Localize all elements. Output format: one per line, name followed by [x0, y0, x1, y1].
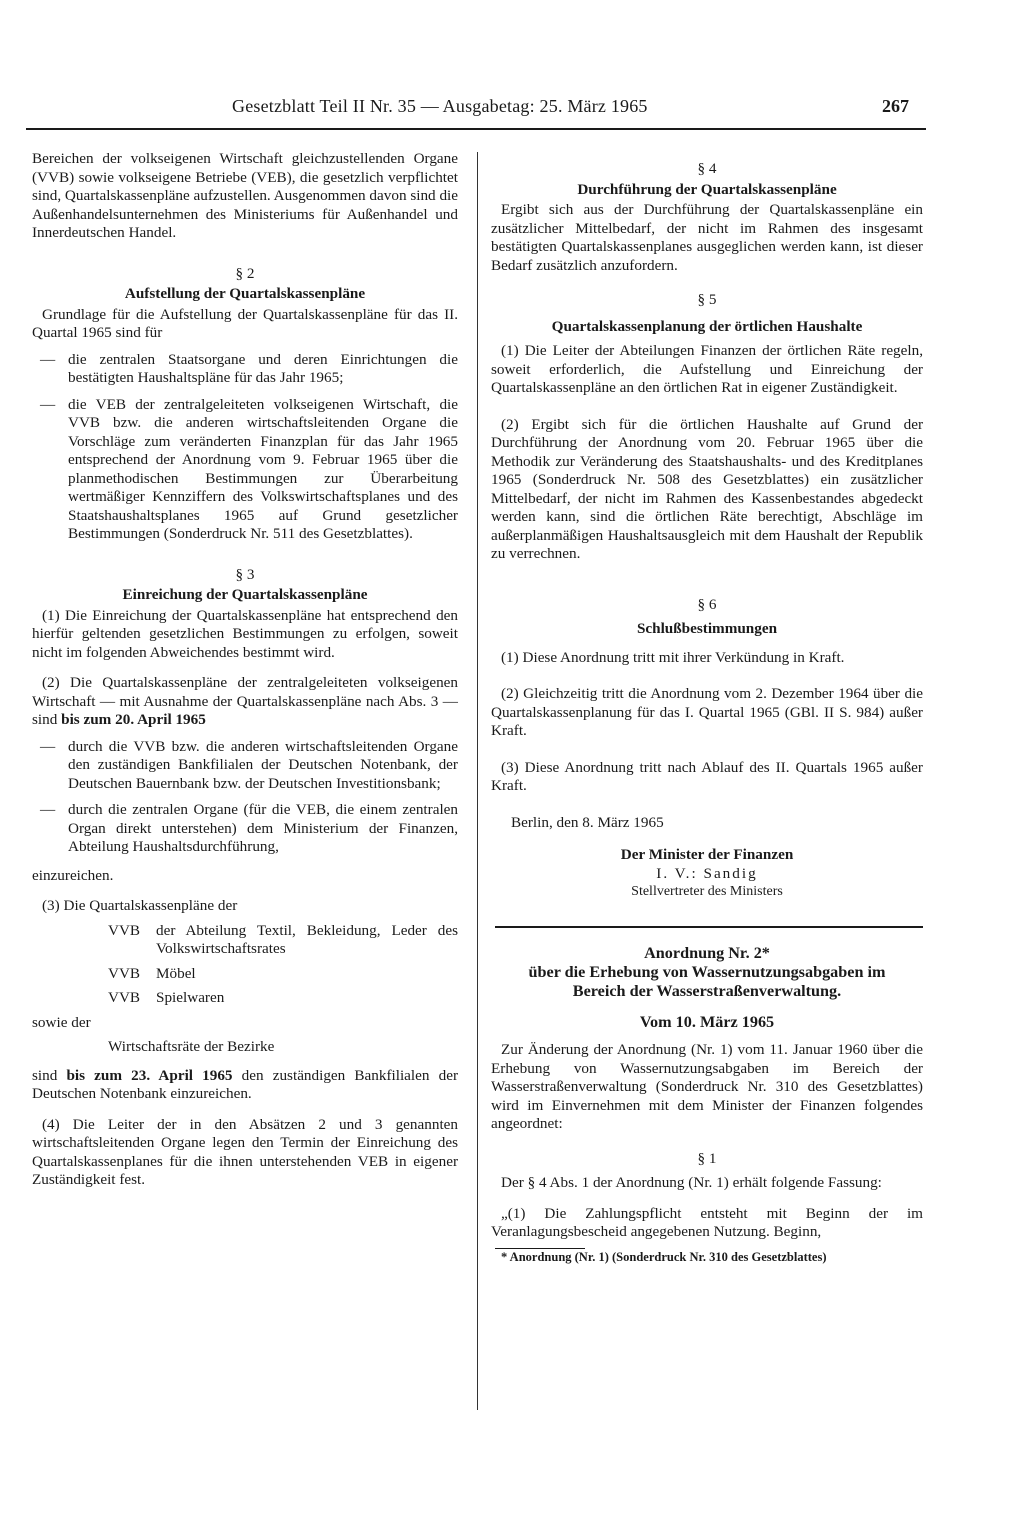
section-3-deadline-paragraph: [32, 1067, 458, 1104]
list-item: [32, 989, 458, 1008]
order-title-line-3: Bereich der Wasserstraßenverwaltung.: [572, 981, 842, 1000]
section-3-paragraph-4: (4) Die Leiter der in den Absätzen 2 und 3 genannten wirtschaftsleitenden Organe legen den Termin der Einreichung des Quartalskassenplanes für die ihnen unterstehenden VEB in eigener Zuständigkeit fest.: [32, 1115, 458, 1188]
vvb-abbr: VVB: [108, 921, 141, 939]
list-item: [32, 801, 458, 857]
dash-bullet: —: [40, 395, 56, 413]
section-6-title: Schlußbestimmungen: [636, 620, 778, 637]
paragraph-text: sind: [32, 1066, 67, 1084]
header-rule: [26, 128, 926, 130]
section-4-paragraph: Ergibt sich aus der Durchführung der Quartalskassenpläne ein zusätzlicher Mittelbedarf, der nicht im Rahmen des insgesamt bestätigten Quartalskassenplanes ausgeglichen werden kann, ist dieser Bedarf zusätzlich anzufordern.: [491, 201, 923, 274]
order-date: Vom 10. März 1965: [639, 1012, 775, 1031]
page-header: [0, 96, 1024, 126]
section-6-paragraph-1: (1) Diese Anordnung tritt mit ihrer Verkündung in Kraft.: [501, 648, 845, 666]
signature-name: I. V.: Sandig: [656, 864, 758, 882]
section-3-paragraph-2-end: einzureichen.: [32, 866, 114, 884]
vvb-abbr: VVB: [108, 964, 141, 982]
vvb-list: [32, 922, 458, 1008]
page-number: 267: [882, 96, 909, 116]
section-5-number: § 5: [697, 291, 717, 308]
section-5-paragraph-1: (1) Die Leiter der Abteilungen Finanzen der örtlichen Räte regeln, soweit erforderlich, die Aufstellung und Einreichung der Quartalskassenpläne an den örtlichen Rat in eigener Zuständigkeit.: [491, 342, 923, 396]
deadline-text: bis zum 23. April 1965: [66, 1066, 233, 1084]
section-6-paragraph-2: (2) Gleichzeitig tritt die Anordnung vom 2. Dezember 1964 über die Quartalskassenplanung für das I. Quartal 1965 (GBl. II S. 984) außer Kraft.: [491, 685, 923, 739]
section-2-paragraph: Grundlage für die Aufstellung der Quartalskassenpläne für das II. Quartal 1965 sind für: [32, 305, 458, 341]
order-title-line-2: über die Erhebung von Wassernutzungsabgaben im: [528, 962, 886, 981]
order-section-1-paragraph: Der § 4 Abs. 1 der Anordnung (Nr. 1) erhält folgende Fassung:: [501, 1174, 882, 1191]
signature-place-date: Berlin, den 8. März 1965: [511, 813, 664, 831]
list-item: [32, 965, 458, 984]
dash-bullet: —: [40, 801, 56, 818]
order-section-1-quote: „(1) Die Zahlungspflicht entsteht mit Beginn der im Veranlagungsbescheid angegebenen Nutzung. Beginn,: [491, 1204, 923, 1240]
list-item: [32, 396, 458, 544]
list-item-text: durch die VVB bzw. die anderen wirtschaftsleitenden Organe den zuständigen Bankfilialen der Deutschen Notenbank, der Deutschen Bauernbank bzw. der Deutschen Investitionsbank;: [68, 737, 458, 792]
section-5-title: Quartalskassenplanung der örtlichen Haushalte: [551, 317, 863, 335]
right-column: [491, 150, 923, 1265]
section-2-number: § 2: [235, 264, 255, 282]
intro-paragraph: Bereichen der volkseigenen Wirtschaft gleichzustellenden Organe (VVB) sowie volkseigene Betriebe (VEB), die gesetzlich verpflichtet sind, Quartalskassenpläne aufzustellen. Ausgenommen davon sind die Außenhandelsunternehmen des Ministeriums für Außenhandel und Innerdeutschen Handel.: [32, 150, 458, 241]
section-3-title: Einreichung der Quartalskassenpläne: [122, 586, 368, 603]
section-4-number: § 4: [697, 160, 717, 177]
list-item: [32, 738, 458, 794]
list-item-text: durch die zentralen Organe (für die VEB, die einem zentralen Organ direkt unterstehen) dem Ministerium der Finanzen, Abteilung Haushaltsdurchführung,: [68, 801, 458, 855]
section-2-title: Aufstellung der Quartalskassenpläne: [124, 285, 366, 302]
paragraph-text: (2) Die Quartalskassenpläne der zentralgeleiteten volkseigenen Wirtschaft — mit Ausnahme der Quartalskassenpläne nach Abs. 3 — sind: [32, 674, 458, 728]
section-3-paragraph-3: (3) Die Quartalskassenpläne der: [42, 897, 238, 914]
list-item: [32, 351, 458, 388]
list-item-text: der Abteilung Textil, Bekleidung, Leder des Volkswirtschaftsrates: [156, 921, 458, 957]
list-item-text: die VEB der zentralgeleiteten volkseigenen Wirtschaft, die VVB bzw. die anderen wirtschaftsleitenden Organe die Vorschläge zum veränderten Finanzplan für das Jahr 1965 entsprechend der Anordnung vom 9. Februar 1965 über die planmethodischen Bestimmungen zur Überarbeitung wertmäßiger Kennziffern des Volkswirtschaftsplanes und des Staatshaushaltsplanes 1965 auf Grund gesetzlicher Bestimmungen (Sonderdruck Nr. 511 des Gesetzblattes).: [68, 395, 458, 542]
order-title-line-1: Anordnung Nr. 2*: [644, 943, 770, 962]
deadline-text: bis zum 20. April 1965: [61, 711, 206, 728]
list-item: [32, 922, 458, 959]
footnote: * Anordnung (Nr. 1) (Sonderdruck Nr. 310 des Gesetzblattes): [501, 1249, 827, 1264]
column-divider: [477, 152, 478, 1410]
vvb-abbr: VVB: [108, 989, 141, 1006]
section-3-paragraph-2: [32, 674, 458, 730]
section-3-list: [32, 738, 458, 857]
order-section-1-number: § 1: [697, 1149, 717, 1167]
header-title: Gesetzblatt Teil II Nr. 35 — Ausgabetag: 25. März 1965: [232, 96, 648, 116]
section-6-number: § 6: [697, 595, 717, 613]
signature-role: Stellvertreter des Ministers: [631, 884, 783, 899]
list-item-text: Möbel: [156, 964, 196, 982]
paragraph-text: den zuständigen Bankfilialen der Deutschen Notenbank einzureichen.: [32, 1066, 458, 1102]
section-4-title: Durchführung der Quartalskassenpläne: [577, 180, 837, 198]
list-item-text: Spielwaren: [156, 989, 225, 1006]
order-intro: Zur Änderung der Anordnung (Nr. 1) vom 11. Januar 1960 über die Erhebung von Wassernutzungsabgaben im Bereich der Wasserstraßenverwaltung (Sonderdruck Nr. 310 des Gesetzblattes) wird im Einvernehmen mit dem Minister der Finanzen folgendes angeordnet:: [491, 1041, 923, 1132]
sowie-der-text: sowie der: [32, 1013, 91, 1031]
section-3-paragraph-1: (1) Die Einreichung der Quartalskassenpläne hat entsprechend den hierfür geltenden gesetzlichen Bestimmungen zu erfolgen, soweit nicht im folgenden Abweichendes bestimmt wird.: [32, 606, 458, 661]
left-column: [32, 150, 458, 1190]
section-2-list: [32, 351, 458, 544]
dash-bullet: —: [40, 737, 56, 755]
section-6-paragraph-3: (3) Diese Anordnung tritt nach Ablauf des II. Quartals 1965 außer Kraft.: [491, 758, 923, 794]
section-divider: [495, 926, 923, 928]
signature-title: Der Minister der Finanzen: [620, 846, 794, 863]
section-5-paragraph-2: (2) Ergibt sich für die örtlichen Haushalte auf Grund der Durchführung der Anordnung vom 20. Februar 1965 über die Methodik zur Veränderung des Staatshaushalts- und des Kreditplanes 1965 (Sonderdruck Nr. 508 des Gesetzblattes) ein zusätzlicher Mittelbedarf, der nicht im Rahmen des Kassenbestandes abgedeckt werden kann, sind die örtlichen Räte berechtigt, Abschläge im außerplanmäßigen Haushaltsausgleich mit dem Haushalt der Republik zu verrechnen.: [491, 415, 923, 562]
section-3-number: § 3: [235, 565, 255, 583]
list-item-text: die zentralen Staatsorgane und deren Einrichtungen die bestätigten Haushaltspläne für das Jahr 1965;: [68, 350, 458, 386]
dash-bullet: —: [40, 350, 56, 368]
wirtschaftsraete-text: Wirtschaftsräte der Bezirke: [108, 1038, 275, 1055]
